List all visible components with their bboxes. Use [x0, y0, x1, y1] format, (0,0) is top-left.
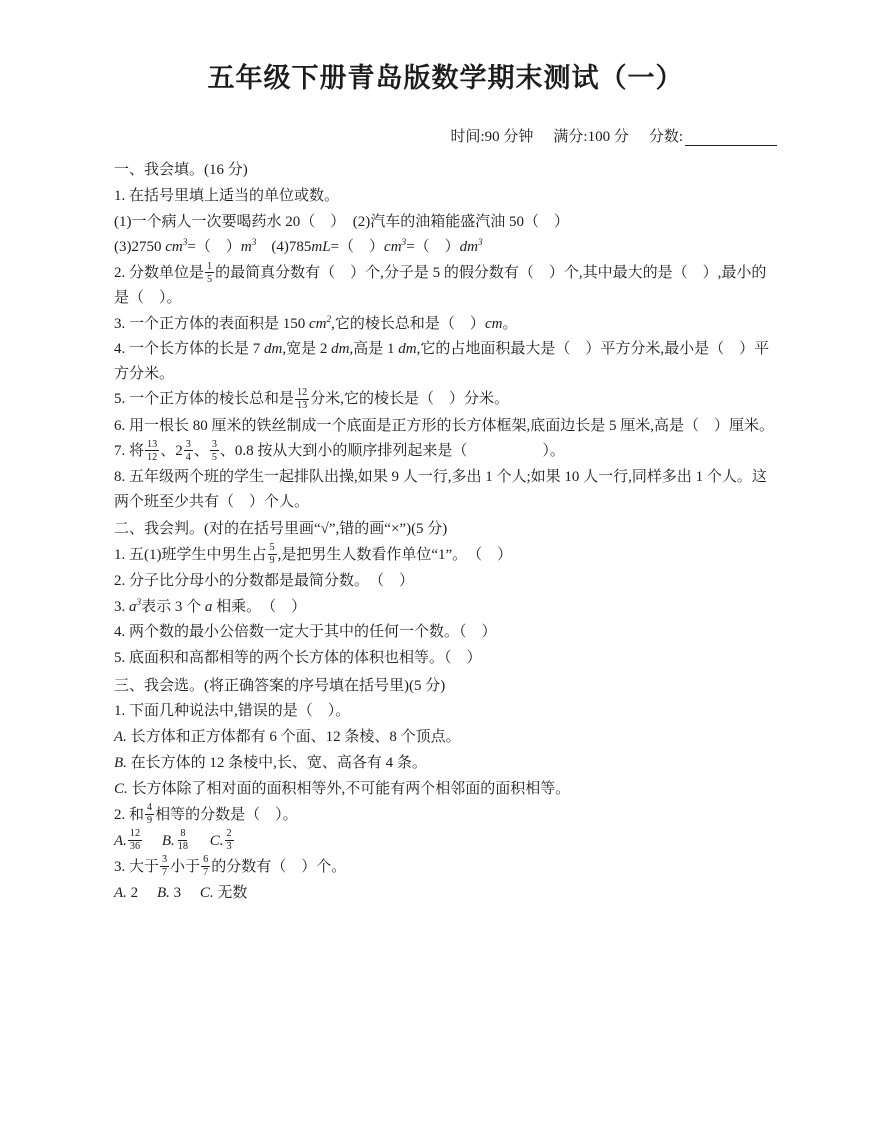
italic-symbol: m [240, 239, 252, 256]
exponent: 3 [478, 238, 483, 249]
page-title: 五年级下册青岛版数学期末测试（一） [207, 63, 684, 93]
exponent: 3 [401, 238, 407, 249]
fraction-numerator: 8 [180, 828, 186, 840]
section-2-heading: 二、我会判。(对的在括号里画“√”,错的画“×”)(5 分) [114, 521, 448, 537]
fraction [145, 802, 154, 826]
fill-q2: 2. 分数单位是 $\frac{1}{5}$ 的最简真分数有（ ）个,分子是 5 的假分数有（ ）个,其中最大的是（ ）,最小的是（ ）。 [114, 260, 767, 306]
choice-q1-option-a: A. 长方体和正方体都有 6 个面、12 条棱、8 个顶点。 [114, 729, 461, 746]
exponent: 2 [326, 314, 332, 325]
exam-body [114, 158, 777, 905]
fraction-numerator: 3 [185, 438, 191, 450]
judge-q2: 2. 分子比分母小的分数都是最简分数。 （ ） [114, 572, 415, 589]
fraction [184, 439, 193, 463]
italic-symbol: C. [199, 884, 214, 901]
choice-q3: 3. 大于 $\frac{3}{7}$ 小于 $\frac{6}{7}$ 的分数有（ ）个。 [114, 854, 347, 879]
italic-symbol: cm [165, 239, 183, 256]
fraction [160, 854, 169, 878]
italic-symbol: dm [264, 341, 283, 358]
judge-q3: 3. $a^3$表示 3 个 a 相乘。 （ ） [114, 597, 307, 615]
fraction-denominator: 4 [185, 451, 191, 463]
italic-symbol: C. [209, 832, 224, 849]
fraction [295, 387, 309, 411]
fraction [201, 854, 210, 878]
judge-q1: 1. 五(1)班学生中男生占 $\frac{5}{9}$ ,是把男生人数看作单位“1”。 （ ） [114, 542, 513, 567]
fraction-numerator: 4 [147, 802, 153, 814]
fill-q6: 6. 用一根长 80 厘米的铁丝制成一个底面是正方形的长方体框架,底面边长是 5 厘米,高是（ ）厘米。 [114, 417, 775, 434]
fill-q7: 7. 将 $\frac{13}{12}$ 、2 $\frac{3}{4}$ 、 $\frac{3}{5}$ 、0.8 按从大到小的顺序排列起来是（ ）。 [114, 438, 565, 463]
italic-symbol: B. [161, 832, 175, 849]
fraction-denominator: 5 [211, 451, 217, 463]
score-label: 分数: [648, 129, 683, 145]
fraction-denominator: 12 [147, 451, 158, 463]
judge-q5: 5. 底面积和高都相等的两个长方体的体积也相等。（ ） [114, 650, 482, 667]
choice-q2: 2. 和 $\frac{4}{9}$ 相等的分数是（ ）。 [114, 802, 298, 827]
score-blank-line [685, 131, 777, 146]
italic-symbol: dm [331, 341, 350, 358]
fraction-numerator: 12 [297, 387, 308, 398]
fraction-denominator: 13 [297, 400, 308, 412]
time-label: 时间:90 分钟 [450, 129, 534, 145]
fraction-numerator: 13 [147, 438, 158, 450]
judge-q4: 4. 两个数的最小公倍数一定大于其中的任何一个数。（ ） [114, 624, 497, 641]
exponent: 3 [136, 597, 142, 608]
choice-q2-options [114, 829, 777, 854]
italic-symbol: a [129, 598, 137, 615]
fraction-numerator: 12 [129, 828, 141, 840]
italic-symbol: cm [309, 315, 327, 332]
fraction [210, 439, 219, 463]
exam-info-line [114, 125, 777, 146]
section-3-heading: 三、我会选。(将正确答案的序号填在括号里)(5 分) [114, 677, 446, 694]
italic-symbol: cm [384, 239, 402, 256]
fraction-denominator: 7 [203, 867, 209, 879]
italic-symbol: dm [398, 341, 417, 358]
italic-symbol: A. [114, 884, 127, 901]
italic-symbol: A. [114, 729, 127, 746]
fraction [268, 542, 277, 566]
fill-q1-items-3-4: (3)2750 $cm^3=$（ ）$m^3$ (4)785mL=（ ）$cm^3=$（ ）$dm^3$ [114, 238, 483, 256]
choice-q1: 1. 下面几种说法中,错误的是（ ）。 [114, 703, 351, 720]
fraction-denominator: 5 [207, 273, 213, 285]
section-1-heading: 一、我会填。(16 分) [114, 162, 248, 178]
fraction [145, 439, 159, 463]
fraction-numerator: 3 [211, 438, 217, 450]
fraction [176, 828, 190, 852]
fill-q8: 8. 五年级两个班的学生一起排队出操,如果 9 人一行,多出 1 个人;如果 10 人一行,同样多出 1 个人。这两个班至少共有（ ）个人。 [114, 469, 767, 510]
italic-symbol: A. [114, 832, 127, 849]
fraction-numerator: 1 [207, 260, 213, 272]
fraction-numerator: 6 [203, 854, 209, 866]
choice-q1-option-b: B. 在长方体的 12 条棱中,长、宽、高各有 4 条。 [114, 754, 427, 771]
fraction [225, 828, 234, 852]
fraction-denominator: 9 [269, 555, 275, 567]
italic-symbol: cm [484, 315, 503, 332]
fraction-numerator: 5 [269, 542, 275, 554]
italic-symbol: B. [114, 754, 127, 771]
italic-symbol: B. [156, 884, 170, 901]
fraction-denominator: 3 [226, 841, 232, 853]
fraction [205, 261, 214, 285]
full-score-label: 满分:100 分 [553, 129, 629, 145]
fill-q1-items-1-2: (1)一个病人一次要喝药水 20（ ） (2)汽车的油箱能盛汽油 50（ ） [114, 213, 569, 230]
fill-q4: 4. 一个长方体的长是 7 dm,宽是 2 dm,高是 1 dm,它的占地面积最大是（ ）平方分米,最小是（ ）平方分米。 [114, 341, 770, 382]
fill-q5: 5. 一个正方体的棱长总和是 $\frac{12}{13}$ 分米,它的棱长是（ ）分米。 [114, 387, 509, 412]
choice-q1-option-c: C. 长方体除了相对面的面积相等外,不可能有两个相邻面的面积相等。 [114, 780, 571, 797]
choice-q3-options: A. 2 B. 3 C. 无数 [114, 884, 248, 901]
italic-symbol: dm [459, 239, 478, 256]
fraction-numerator: 3 [162, 854, 168, 866]
italic-symbol: C. [114, 780, 128, 797]
italic-symbol: a [204, 598, 213, 615]
italic-symbol: mL [311, 239, 331, 256]
fraction-denominator: 36 [129, 841, 141, 853]
fraction-numerator: 2 [226, 828, 232, 840]
exponent: 3 [182, 238, 188, 249]
fraction-denominator: 18 [177, 841, 188, 853]
fraction-denominator: 7 [162, 867, 168, 879]
exponent: 3 [251, 238, 257, 249]
fill-q1: 1. 在括号里填上适当的单位或数。 [114, 187, 340, 204]
fraction [128, 828, 142, 852]
fill-q3: 3. 一个正方体的表面积是 150 $cm^2$,它的棱长总和是（ ）cm。 [114, 314, 518, 332]
fraction-denominator: 9 [147, 815, 153, 827]
